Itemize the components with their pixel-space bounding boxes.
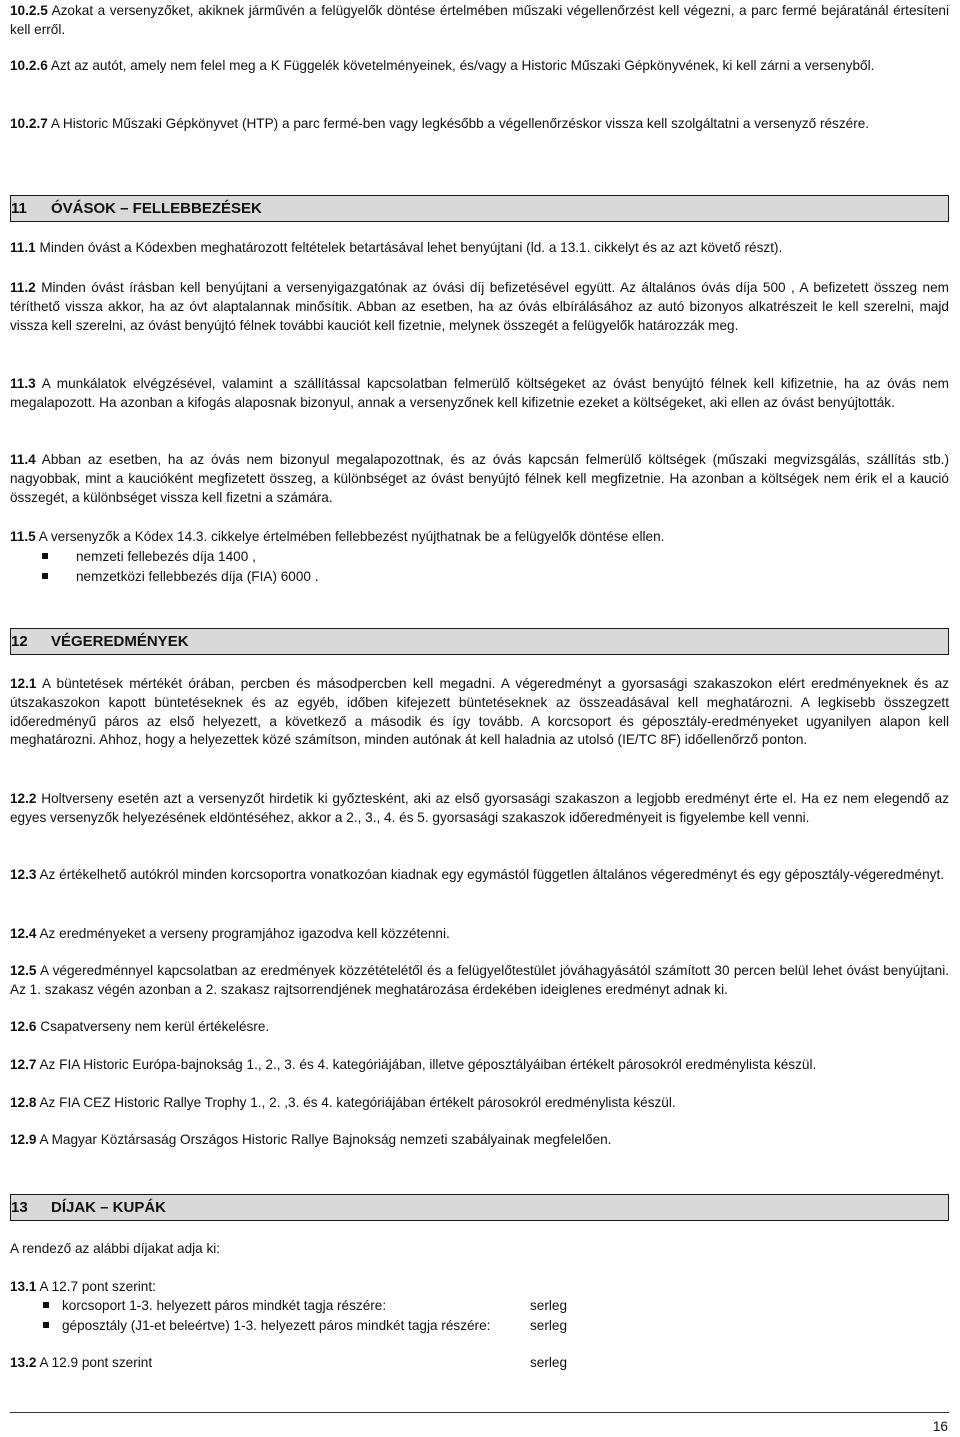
section-number: 12: [11, 633, 28, 650]
paragraph-text: Minden óvást írásban kell benyújtani a versenyigazgatónak az óvási díj befizetésével együtt. Az általános óvás díja 500 , A befizetett összeg nem téríthető vissza akkor, ha az óvt alaptalannak minősítik. Abban az esetben, ha az óvás elbírálásához az autó bizonyos alkatrészeit le kell szerelni, majd vissza kell szerelni, az óvást benyújtó félnek további kauciót kell fizetnie, melynek összegét a felügyelők határozzák meg.: [10, 280, 949, 333]
section-heading-13: [10, 1194, 949, 1221]
list-item: [10, 568, 949, 588]
section-heading-11: [10, 195, 949, 222]
bullet-square-icon: [42, 553, 48, 559]
paragraph-13-2: [10, 1354, 949, 1373]
paragraph-number: 12.3: [10, 867, 37, 882]
paragraph-number: 12.7: [10, 1057, 37, 1072]
prizes-intro: A rendező az alábbi díjakat adja ki:: [10, 1241, 221, 1256]
footer-divider: [10, 1412, 949, 1413]
paragraph-11-2: [10, 279, 949, 335]
paragraph-11-4: [10, 451, 949, 507]
list-item-text: nemzeti fellebezés díja 1400 ,: [76, 549, 256, 564]
paragraph-number: 10.2.5: [10, 3, 48, 18]
list-item: [10, 1297, 949, 1317]
paragraph-text: Az FIA Historic Európa-bajnokság 1., 2., 3. és 4. kategóriájában, illetve géposztályáiban értékelt párosokról eredménylista készül.: [36, 1057, 817, 1072]
paragraph-number: 12.5: [10, 963, 37, 978]
paragraph-text: A Historic Műszaki Gépkönyvet (HTP) a parc fermé-ben vagy legkésőbb a végellenőrzéskor vissza kell szolgáltatni a versenyző részére.: [47, 116, 870, 131]
section-number: 11: [11, 200, 27, 217]
paragraph-number: 12.2: [10, 791, 37, 806]
paragraph-text: Abban az esetben, ha az óvás nem bizonyul megalapozottnak, és az óvás kapcsán felmerülő költségek (műszaki megvizsgálás, szállítás stb.) nagyobbak, mint a kaucióként megfizetett összeg, a különbséget az óvást benyújtó félnek kell megfizetnie. Ha azonban a költségek nem érik el a kaució összegét, a különbséget vissza kell fizetni a számára.: [10, 452, 949, 505]
prize-value: serleg: [530, 1355, 568, 1370]
paragraph-number: 11.1: [10, 240, 36, 255]
paragraph-12-9: [10, 1131, 949, 1150]
paragraph-text: A büntetések mértékét órában, percben és másodpercben kell megadni. A végeredményt a gyorsasági szakaszokon elért eredményeknek és az útszakaszokon kapott büntetéseknek és az egyéb, időben kifejezett büntetéseknek az összeadásával kell meghatározni. A legkisebb összegzett időeredményű páros az első helyezett, a következő a második és így tovább. A korcsoport és géposztály-eredményeket ugyanilyen alapon kell meghatározni. Ahhoz, hogy a helyezettek közé számítson, minden autónak át kell haladnia az utolsó (IE/TC 8F) időellenőrző ponton.: [10, 676, 949, 748]
paragraph-number: 12.8: [10, 1095, 37, 1110]
paragraph-text: A Magyar Köztársaság Országos Historic Rallye Bajnokság nemzeti szabályainak megfelelően.: [36, 1132, 612, 1147]
paragraph-number: 12.9: [10, 1132, 37, 1147]
paragraph-10-2-6: [10, 57, 949, 76]
paragraph-number: 12.1: [10, 676, 37, 691]
bullet-square-icon: [43, 1302, 49, 1308]
paragraph-text: Az értékelhető autókról minden korcsoportra vonatkozóan kiadnak egy egymástól független általános végeredményt és egy géposztály-végeredményt.: [36, 867, 945, 882]
paragraph-text: A végeredménnyel kapcsolatban az eredmények közzétételétől és a felügyelőtestület jóváhagyásától számított 30 percen belül lehet óvást benyújtani. Az 1. szakasz végén azonban a 2. szakasz rajtsorrendjének meghatározása érdekében ideiglenes eredményt adnak ki.: [10, 963, 949, 997]
paragraph-12-1: [10, 675, 949, 750]
paragraph-12-6: [10, 1018, 949, 1037]
paragraph-text: Az FIA CEZ Historic Rallye Trophy 1., 2. ,3. és 4. kategóriájában értékelt párosokról eredménylista készül.: [36, 1095, 676, 1110]
paragraph-text: Azokat a versenyzőket, akiknek járművén a felügyelők döntése értelmében műszaki végellenőrzést kell végezni, a parc fermé bejáratánál értesíteni kell erről.: [10, 3, 949, 37]
appeal-fee-list: [10, 548, 949, 588]
paragraph-number: 10.2.6: [10, 58, 48, 73]
prize-label: korcsoport 1-3. helyezett páros mindkét tagja részére:: [62, 1298, 387, 1313]
section-title: ÓVÁSOK – FELLEBBEZÉSEK: [51, 200, 262, 217]
paragraph-number: 13.1: [10, 1279, 37, 1294]
prize-label: géposztály (J1-et beleértve) 1-3. helyezett páros mindkét tagja részére:: [62, 1318, 491, 1333]
paragraph-text: Azt az autót, amely nem felel meg a K Függelék követelményeinek, és/vagy a Historic Műszaki Gépkönyvének, ki kell zárni a versenyből.: [47, 58, 875, 73]
paragraph-number: 11.2: [10, 280, 36, 295]
paragraph-11-5: [10, 528, 949, 547]
list-item: [10, 548, 949, 568]
section-title: DÍJAK – KUPÁK: [51, 1199, 167, 1216]
paragraph-text: Csapatverseny nem kerül értékelésre.: [36, 1019, 270, 1034]
section-title: VÉGEREDMÉNYEK: [51, 633, 189, 650]
paragraph-12-7: [10, 1056, 949, 1075]
prize-value: serleg: [530, 1298, 568, 1313]
paragraph-12-5: [10, 962, 949, 1000]
paragraph-12-3: [10, 866, 949, 885]
bullet-square-icon: [42, 573, 48, 579]
paragraph-number: 12.6: [10, 1019, 37, 1034]
section-number: 13: [11, 1199, 28, 1216]
paragraph-number: 12.4: [10, 926, 37, 941]
list-item: [10, 1317, 949, 1337]
paragraph-number: 10.2.7: [10, 116, 48, 131]
paragraph-text: Minden óvást a Kódexben meghatározott feltételek betartásával lehet benyújtani (ld. a 13.1. cikkelyt és az azt követő részt).: [35, 240, 783, 255]
paragraph-10-2-7: [10, 115, 949, 134]
paragraph-text: A munkálatok elvégzésével, valamint a szállítással kapcsolatban felmerülő költségeket az óvást benyújtó félnek kell kifizetnie, ha az óvás nem megalapozott. Ha azonban a kifogás alaposnak bizonyul, annak a versenyzőnek kell kifizetnie ezeket a költségeket, aki ellen az óvást benyújtották.: [10, 376, 949, 410]
paragraph-13-1: [10, 1278, 949, 1297]
paragraph-number: 11.3: [10, 376, 36, 391]
page-number: 16: [932, 1419, 948, 1434]
paragraph-text: A 12.7 pont szerint:: [36, 1279, 156, 1294]
section-heading-12: [10, 628, 949, 655]
paragraph-11-3: [10, 375, 949, 413]
paragraph-number: 11.4: [10, 452, 36, 467]
prize-list: [10, 1297, 949, 1337]
paragraph-text: Holtverseny esetén azt a versenyzőt hirdetik ki győztesként, aki az első gyorsasági szakaszon a legjobb eredményt érte el. Ha ez nem elegendő az egyes versenyzők helyezésének eldöntéséhez, akkor a 2., 3., 4. és 5. gyorsasági szakaszok időeredményeit is figyelembe kell venni.: [10, 791, 949, 825]
paragraph-12-8: [10, 1094, 949, 1113]
paragraph-number: 11.5: [10, 529, 36, 544]
prize-value: serleg: [530, 1318, 568, 1333]
paragraph-text: A 12.9 pont szerint: [36, 1355, 153, 1370]
paragraph-text: Az eredményeket a verseny programjához igazodva kell közzétenni.: [36, 926, 450, 941]
paragraph-10-2-5: [10, 2, 949, 40]
paragraph-11-1: [10, 239, 949, 258]
paragraph-12-2: [10, 790, 949, 828]
paragraph-number: 13.2: [10, 1355, 37, 1370]
bullet-square-icon: [43, 1322, 49, 1328]
list-item-text: nemzetközi fellebbezés díja (FIA) 6000 .: [76, 569, 319, 584]
paragraph-12-4: [10, 925, 949, 944]
paragraph-text: A versenyzők a Kódex 14.3. cikkelye értelmében fellebbezést nyújthatnak be a felügyelők döntése ellen.: [35, 529, 665, 544]
